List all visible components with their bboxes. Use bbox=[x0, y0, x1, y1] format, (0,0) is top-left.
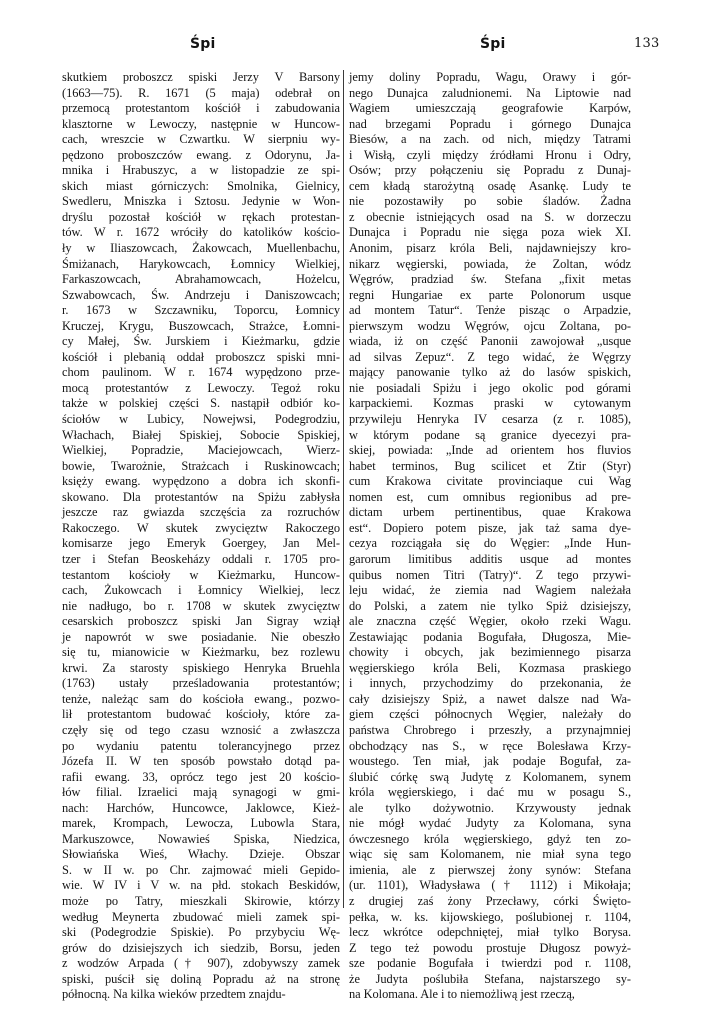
text-line: obchodzący nas S., w ręce Bolesława Krzy- bbox=[349, 738, 631, 753]
text-line: sze podanie Bogufała i twierdzi pod r. 1108, bbox=[349, 956, 631, 971]
text-line: (ur. 1101), Władysława († 1112) i Mikołaja; bbox=[349, 878, 631, 893]
text-line: chom paulinom. W r. 1674 wypędzono prze- bbox=[62, 365, 340, 380]
text-line: cem kładą starożytną osadę Asankę. Ludy te bbox=[349, 178, 631, 193]
text-line: Wagiem umieszczają geografowie Karpów, bbox=[349, 101, 631, 116]
text-line: bowie, Twarożnie, Strażcach i Ruskinowcach; bbox=[62, 458, 340, 473]
text-line: cały dzisiejszy Spiż, a nawet dalsze nad Wa- bbox=[349, 691, 631, 706]
text-line: pełka, w. ks. kijowskiego, poślubionej r. 1104, bbox=[349, 909, 631, 924]
text-line: lecz wkrótce odepchniętej, miał tylko Borysa. bbox=[349, 925, 631, 940]
text-line: węgierskiego króla Beli, Kozmasa praskiego bbox=[349, 660, 631, 675]
text-line: może po Tatry, mieszkali Skirowie, którzy bbox=[62, 893, 340, 908]
text-line: pędzono proboszczów ewang. z Odorynu, Ja- bbox=[62, 147, 340, 162]
text-line: wie. W IV i V w. na płd. stokach Beskidów, bbox=[62, 878, 340, 893]
text-line: w którym podane są granice dyecezyi pra- bbox=[349, 427, 631, 442]
text-line: ły w Iliaszowcach, Żakowcach, Muellenbachu, bbox=[62, 241, 340, 256]
text-line: krwi. Za starosty spiskiego Henryka Bruehla bbox=[62, 660, 340, 675]
text-line: według Meynerta zbudować mieli zamek spi- bbox=[62, 909, 340, 924]
text-line: nie mógł wydać Judyty za Kolomana, syna bbox=[349, 816, 631, 831]
text-line: je napowrót w swe posiadanie. Nie obeszło bbox=[62, 629, 340, 644]
text-line: nad brzegami Popradu i górnego Dunajca bbox=[349, 116, 631, 131]
running-head-right: Śpi bbox=[480, 36, 506, 52]
text-line: się tu, mianowicie w Kieżmarku, bez rozlewu bbox=[62, 645, 340, 660]
text-line: księży ewang. wypędzono a dobra ich skonfi- bbox=[62, 474, 340, 489]
text-line: nie nadługo, bo r. 1708 w skutek zwycięztw bbox=[62, 598, 340, 613]
text-line: Rakoczego. W skutek zwycięztw Rakoczego bbox=[62, 520, 340, 535]
text-line: Biesów, a na zach. od nich, między Tatrami bbox=[349, 132, 631, 147]
text-line: kościół i plebanią oddał proboszcz spiski mni- bbox=[62, 349, 340, 364]
text-line: ski (Podegrodzie Spiskie). Po przybyciu Wę- bbox=[62, 925, 340, 940]
text-line: regni Hungariae ex parte Polonorum usque bbox=[349, 287, 631, 302]
text-line: częły się od tego czasu wznosić a zwłaszcza bbox=[62, 722, 340, 737]
text-line: quibus nomen Titri (Tatry)“. Z tego przywi- bbox=[349, 567, 631, 582]
text-line: Śmiżanach, Harykowcach, Łomnicy Wielkiej, bbox=[62, 256, 340, 271]
text-line: tenże, należąc sam do kościoła ewang., pozwo- bbox=[62, 691, 340, 706]
text-line: mający panowanie tylko aż do lasów spiskich, bbox=[349, 365, 631, 380]
text-line: po wydaniu patentu tolerancyjnego przez bbox=[62, 738, 340, 753]
text-line: z obecnie istniejących osad na S. w dorzeczu bbox=[349, 209, 631, 224]
text-line: cach, wreszcie w Czwartku. W sierpniu wy- bbox=[62, 132, 340, 147]
text-line: Włachach, Białej Spiskiej, Sobocie Spiskiej, bbox=[62, 427, 340, 442]
text-line: ściołów w Lubicy, Nowejwsi, Podegrodziu, bbox=[62, 412, 340, 427]
text-line: Węgrów, pradziad św. Stefana „fixit metas bbox=[349, 272, 631, 287]
text-line: (1663—75). R. 1671 (5 maja) odebrał on bbox=[62, 85, 340, 100]
text-line: do Polski, a zatem nie tylko Spiż dzisiejszy, bbox=[349, 598, 631, 613]
text-line: S. w II w. po Chr. zajmować mieli Gepido- bbox=[62, 862, 340, 877]
text-line: klasztorne w Lewoczy, następnie w Huncow- bbox=[62, 116, 340, 131]
text-line: tzer i Stefan Beoskeházy oddali r. 1705 pro- bbox=[62, 551, 340, 566]
text-line: Anonim, pisarz króla Beli, najdawniejszy kro- bbox=[349, 241, 631, 256]
text-line: nikarz węgierski, powiada, że Zoltan, wódz bbox=[349, 256, 631, 271]
text-line: mocą protestantów z Lewoczy. Tegoż roku bbox=[62, 380, 340, 395]
text-line: spiski, puścił się doliną Popradu aż na stronę bbox=[62, 971, 340, 986]
text-line: Wielkiej, Popradzie, Maciejowcach, Wierz- bbox=[62, 443, 340, 458]
text-line: z drugiej zaś żony Przecławy, córki Święto- bbox=[349, 893, 631, 908]
text-line: że Judyta poślubiła Stefana, najstarszego sy- bbox=[349, 971, 631, 986]
text-line: marek, Krompach, Lewocza, Lubowla Stara, bbox=[62, 816, 340, 831]
text-line: pierwszym wodzu Węgrów, ojcu Zoltana, po- bbox=[349, 318, 631, 333]
right-text-column bbox=[349, 70, 631, 1003]
text-line: tów. W r. 1672 wróciły do katolików kościo- bbox=[62, 225, 340, 240]
text-line: garorum limitibus additis usque ad montes bbox=[349, 551, 631, 566]
text-line: i Wisłą, czyli między źródłami Hronu i Odry, bbox=[349, 147, 631, 162]
text-line: r. 1673 w Szczawniku, Toporcu, Łomnicy bbox=[62, 303, 340, 318]
running-head-left: Śpi bbox=[190, 36, 216, 52]
text-line: skutkiem proboszcz spiski Jerzy V Barsony bbox=[62, 70, 340, 84]
text-line: skiej, powiada: „Inde ad orientem hos fluvios bbox=[349, 443, 631, 458]
text-line: habet terminos, Bug scilicet et Ztir (Styr) bbox=[349, 458, 631, 473]
text-line: nach: Harchów, Huncowce, Jaklowce, Kież- bbox=[62, 800, 340, 815]
text-line: karpackiemi. Kozmas praski w cytowanym bbox=[349, 396, 631, 411]
text-line: i innych, przychodzimy do przekonania, że bbox=[349, 676, 631, 691]
text-line: cach, Żukowcach i Łomnicy Wielkiej, lecz bbox=[62, 583, 340, 598]
text-line: Farkaszowcach, Abrahamowcach, Hożelcu, bbox=[62, 272, 340, 287]
text-line: Osów; przy połączeniu się Popradu z Dunaj- bbox=[349, 163, 631, 178]
text-line: cy Małej, Św. Jurskiem i Kieżmarku, gdzie bbox=[62, 334, 340, 349]
text-line: dryślu pozostał kościół w rękach protestan- bbox=[62, 209, 340, 224]
text-line: mnika i Hrabuszyc, a w listopadzie ze spi- bbox=[62, 163, 340, 178]
text-line: leju widać, że ziemia nad Wagiem należała bbox=[349, 583, 631, 598]
text-line: wiąc się sam Kolomanem, nie miał syna tego bbox=[349, 847, 631, 862]
text-line: cezya rozciągała się do Węgier: „Inde Hun- bbox=[349, 536, 631, 551]
text-line: ślubić córkę swą Judytę z Kolomanem, synem bbox=[349, 769, 631, 784]
text-line: skowano. Dla protestantów na Spiżu zabłysła bbox=[62, 489, 340, 504]
text-line: także w polskiej części S. nastąpił odbiór ko- bbox=[62, 396, 340, 411]
text-line: ad montem Tatur“. Tenże pisząc o Arpadzie, bbox=[349, 303, 631, 318]
text-line: Zestawiając podania Bogufała, Długosza, Mie- bbox=[349, 629, 631, 644]
text-line: łów filial. Izraelici mają synagogi w gmi- bbox=[62, 785, 340, 800]
text-line: dictam urbem pertinentibus, quae Krakowa bbox=[349, 505, 631, 520]
text-line: państwa Chrobrego i przeszły, a przynajmniej bbox=[349, 722, 631, 737]
text-line: ad silvas Zepuz“. Z tego widać, że Węgrzy bbox=[349, 349, 631, 364]
text-line: na Kolomana. Ale i to niemożliwą jest rzeczą, bbox=[349, 987, 575, 1002]
text-line: ówczesnego króla węgierskiego, gdyż ten zo- bbox=[349, 831, 631, 846]
text-line: nomen est, cum omnibus regionibus ad pre- bbox=[349, 489, 631, 504]
text-line: grów do dzisiejszych ich siedzib, Borsu, jeden bbox=[62, 940, 340, 955]
text-line: Józefa II. W ten sposób powstało dotąd pa- bbox=[62, 754, 340, 769]
text-line: jeszcze raz gwiazda szczęścia za rozruchów bbox=[62, 505, 340, 520]
text-line: nie pozostawiły po sobie śladów. Żadna bbox=[349, 194, 631, 209]
text-line: przywileju Henryka IV cesarza (z r. 1085), bbox=[349, 412, 631, 427]
text-line: Kruczej, Krygu, Buszowcach, Strażce, Łomni- bbox=[62, 318, 340, 333]
text-line: woustego. Ten miał, jak podaje Bogufał, za- bbox=[349, 754, 631, 769]
text-line: skich miast górniczych: Smolnika, Gielnicy, bbox=[62, 178, 340, 193]
text-line: z wodzów Arpada († 907), zdobywszy zamek bbox=[62, 956, 340, 971]
text-line: giem części północnych Węgier, należały do bbox=[349, 707, 631, 722]
text-line: Dunajca i Popradu nie sięga poza wiek XI. bbox=[349, 225, 631, 240]
text-line: ale tylko dożywotnio. Krzywousty jednak bbox=[349, 800, 631, 815]
text-line: wiada, iż on część Panonii zawojował „usque bbox=[349, 334, 631, 349]
text-line: nie posiadali Spiżu i jego okolic pod górami bbox=[349, 380, 631, 395]
text-line: Z tego też powodu prostuje Długosz powyż- bbox=[349, 940, 631, 955]
text-line: komisarze jego Emeryk Goergey, Jan Mel- bbox=[62, 536, 340, 551]
text-line: północną. Na kilka wieków przedtem znajdu- bbox=[62, 987, 286, 1002]
text-line: cesarskich proboszcz spiski Jan Sigray wziął bbox=[62, 614, 340, 629]
text-line: Szwabowcach, Św. Andrzeju i Daniszowcach; bbox=[62, 287, 340, 302]
column-divider bbox=[343, 70, 344, 908]
text-line: chowity i obcych, jak bezimiennego pisarza bbox=[349, 645, 631, 660]
text-line: króla węgierskiego, i dać mu w posagu S., bbox=[349, 785, 631, 800]
text-line: cum Krakowa civitate provinciaque cui Wag bbox=[349, 474, 631, 489]
text-line: ale znaczna część Węgier, około rzeki Wagu. bbox=[349, 614, 631, 629]
text-line: Słowiańska Wieś, Włachy. Dzieje. Obszar bbox=[62, 847, 340, 862]
text-line: testantom kościoły w Kieżmarku, Huncow- bbox=[62, 567, 340, 582]
page-number: 133 bbox=[634, 36, 660, 51]
text-line: przemocą protestantom kościół i zabudowania bbox=[62, 101, 340, 116]
text-line: Swedleru, Mniszka i Sztosu. Jedynie w Won- bbox=[62, 194, 340, 209]
text-line: jemy doliny Popradu, Wagu, Orawy i gór- bbox=[349, 70, 631, 84]
text-line: lił protestantom budować kościoły, które za- bbox=[62, 707, 340, 722]
text-line: est“. Dopiero potem pisze, jak taż sama dye- bbox=[349, 520, 631, 535]
text-line: rafii ewang. 33, oprócz tego jest 20 kościo- bbox=[62, 769, 340, 784]
left-text-column bbox=[62, 70, 340, 1003]
text-line: (1763) ustały prześladowania protestantów; bbox=[62, 676, 340, 691]
text-line: Markuszowce, Nowawieś Spiska, Niedzica, bbox=[62, 831, 340, 846]
text-line: imienia, ale z pierwszej żony synów: Stefana bbox=[349, 862, 631, 877]
text-line: nego Dunajca zaludnionemi. Na Liptowie nad bbox=[349, 85, 631, 100]
